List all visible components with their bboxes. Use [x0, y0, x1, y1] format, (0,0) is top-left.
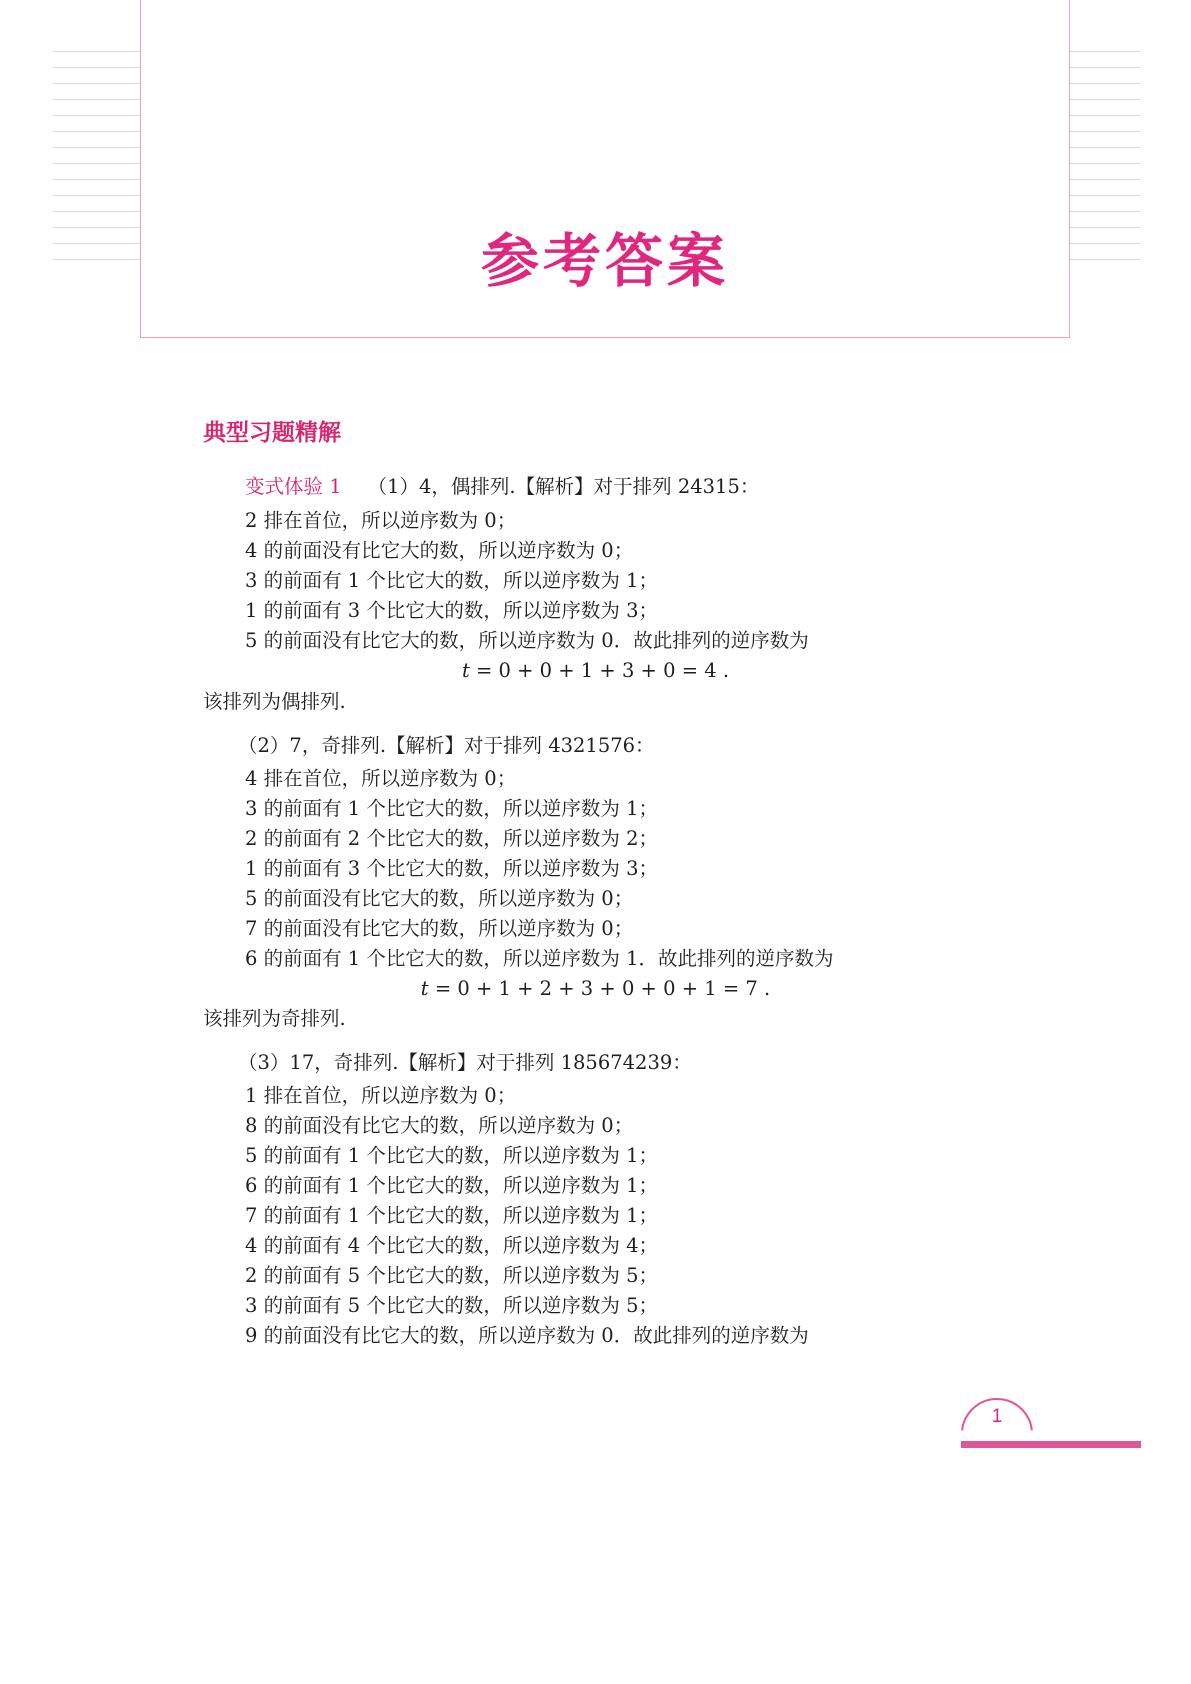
formula-variable: t: [420, 977, 429, 1000]
part2-line: 6 的前面有 1 个比它大的数，所以逆序数为 1．故此排列的逆序数为: [245, 947, 834, 970]
part3-line: 5 的前面有 1 个比它大的数，所以逆序数为 1；: [245, 1144, 659, 1167]
part2-line: 3 的前面有 1 个比它大的数，所以逆序数为 1；: [245, 797, 659, 820]
part3-line: 3 的前面有 5 个比它大的数，所以逆序数为 5；: [245, 1294, 659, 1317]
part2-conclusion: 该排列为奇排列.: [203, 1007, 346, 1030]
header-decoration-left: [53, 36, 140, 268]
part3-line: 8 的前面没有比它大的数，所以逆序数为 0；: [245, 1114, 634, 1137]
part3-line: 1 排在首位，所以逆序数为 0；: [245, 1084, 517, 1107]
section-title: 典型习题精解: [203, 419, 341, 446]
part2-line: 1 的前面有 3 个比它大的数，所以逆序数为 3；: [245, 857, 659, 880]
part3-line: 2 的前面有 5 个比它大的数，所以逆序数为 5；: [245, 1264, 659, 1287]
part2-line: 5 的前面没有比它大的数，所以逆序数为 0；: [245, 887, 634, 910]
part1-conclusion: 该排列为偶排列.: [203, 690, 346, 713]
part3-line: 4 的前面有 4 个比它大的数，所以逆序数为 4；: [245, 1234, 659, 1257]
part1-line: 2 排在首位，所以逆序数为 0；: [245, 509, 517, 532]
part1-formula: [0, 658, 1191, 684]
formula-variable: t: [461, 659, 470, 682]
part3-line: 7 的前面有 1 个比它大的数，所以逆序数为 1；: [245, 1204, 659, 1227]
page-number-bar: [961, 1441, 1141, 1448]
part2-line: 4 排在首位，所以逆序数为 0；: [245, 767, 517, 790]
part1-line: 3 的前面有 1 个比它大的数，所以逆序数为 1；: [245, 569, 659, 592]
part3-line: 9 的前面没有比它大的数，所以逆序数为 0．故此排列的逆序数为: [245, 1324, 809, 1347]
part1-line: 4 的前面没有比它大的数，所以逆序数为 0；: [245, 539, 634, 562]
formula-expression: = 0 + 1 + 2 + 3 + 0 + 0 + 1 = 7 .: [428, 977, 771, 1000]
part2-line: 2 的前面有 2 个比它大的数，所以逆序数为 2；: [245, 827, 659, 850]
variant-label: 变式体验 1: [245, 475, 342, 498]
part1-intro-line: [245, 474, 759, 500]
part2-line: 7 的前面没有比它大的数，所以逆序数为 0；: [245, 917, 634, 940]
formula-expression: = 0 + 0 + 1 + 3 + 0 = 4 .: [469, 659, 730, 682]
header-decoration-right: [1070, 36, 1140, 268]
header-box: [140, 0, 1070, 338]
part3-intro: （3）17，奇排列.【解析】对于排列 185674239：: [238, 1051, 692, 1074]
part2-intro: （2）7，奇排列.【解析】对于排列 4321576：: [238, 734, 655, 757]
page-number: 1: [991, 1406, 1003, 1427]
part2-formula: [0, 976, 1191, 1002]
part3-line: 6 的前面有 1 个比它大的数，所以逆序数为 1；: [245, 1174, 659, 1197]
part1-line: 5 的前面没有比它大的数，所以逆序数为 0．故此排列的逆序数为: [245, 629, 809, 652]
part1-intro: （1）4，偶排列.【解析】对于排列 24315：: [367, 475, 760, 498]
page-title: 参考答案: [480, 227, 729, 295]
part1-line: 1 的前面有 3 个比它大的数，所以逆序数为 3；: [245, 599, 659, 622]
